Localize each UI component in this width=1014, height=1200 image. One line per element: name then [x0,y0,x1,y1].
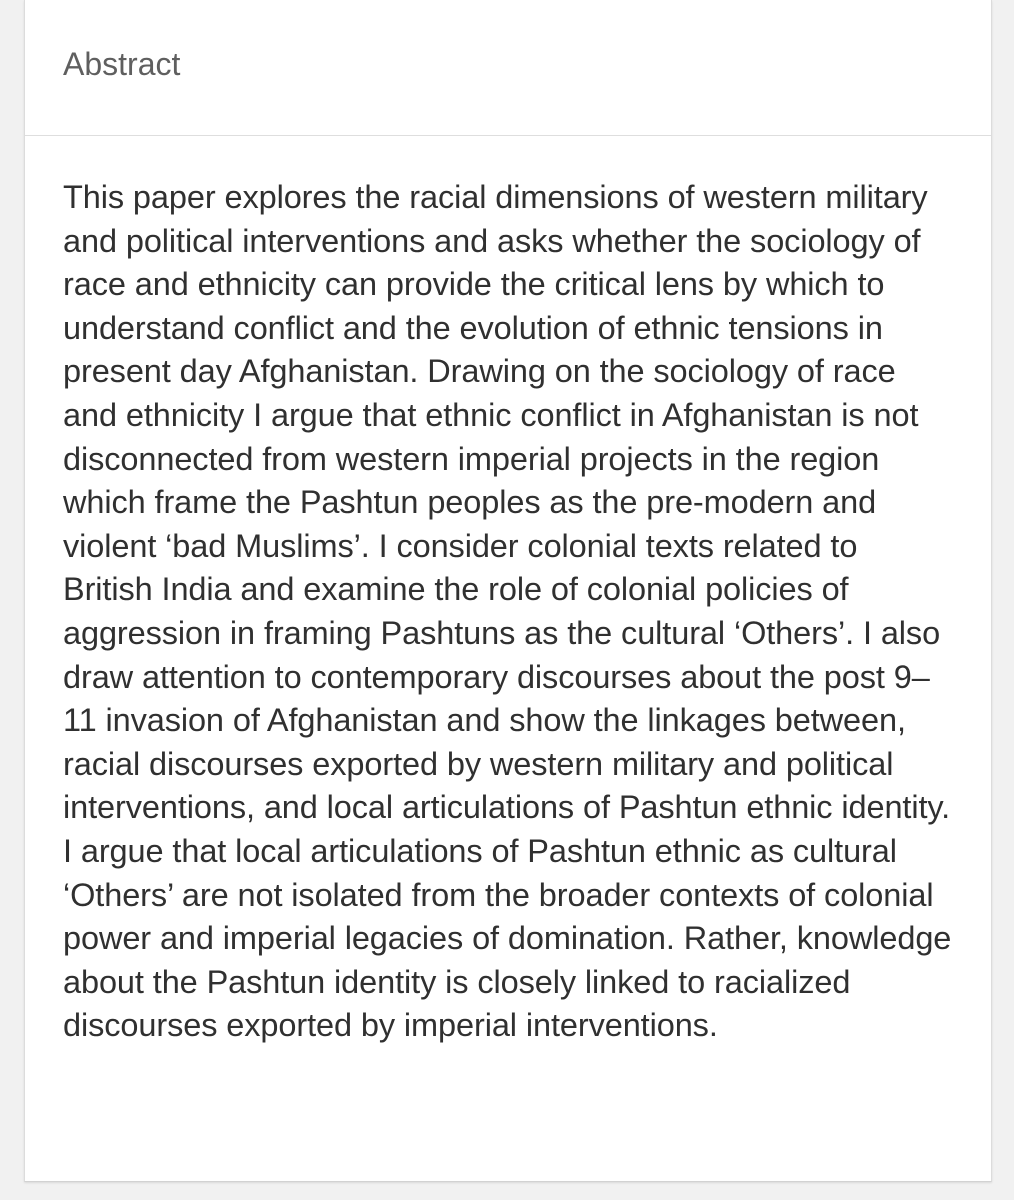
abstract-title: Abstract [63,46,181,82]
abstract-body [25,136,991,1048]
abstract-text: This paper explores the racial dimensions of western military and political interventions and asks whether the sociology of race and ethnicity can provide the critical lens by which to understand conflict and the evolution of ethnic tensions in present day Afghanistan. Drawing on the sociology of race and ethnicity I argue that ethnic conflict in Afghanistan is not disconnected from western imperial projects in the region which frame the Pashtun peoples as the pre-modern and violent ‘bad Muslims’. I consider colonial texts related to British India and examine the role of colonial policies of aggression in framing Pashtuns as the cultural ‘Others’. I also draw attention to contemporary discourses about the post 9–11 invasion of Afghanistan and show the linkages between, racial discourses exported by western military and political interventions, and local articulations of Pashtun ethnic identity. I argue that local articulations of Pashtun ethnic as cultural ‘Others’ are not isolated from the broader contexts of colonial power and imperial legacies of domination. Rather, knowledge about the Pashtun identity is closely linked to racialized discourses exported by imperial interventions. [63,179,952,1044]
abstract-header [25,0,991,136]
abstract-card [24,0,992,1182]
